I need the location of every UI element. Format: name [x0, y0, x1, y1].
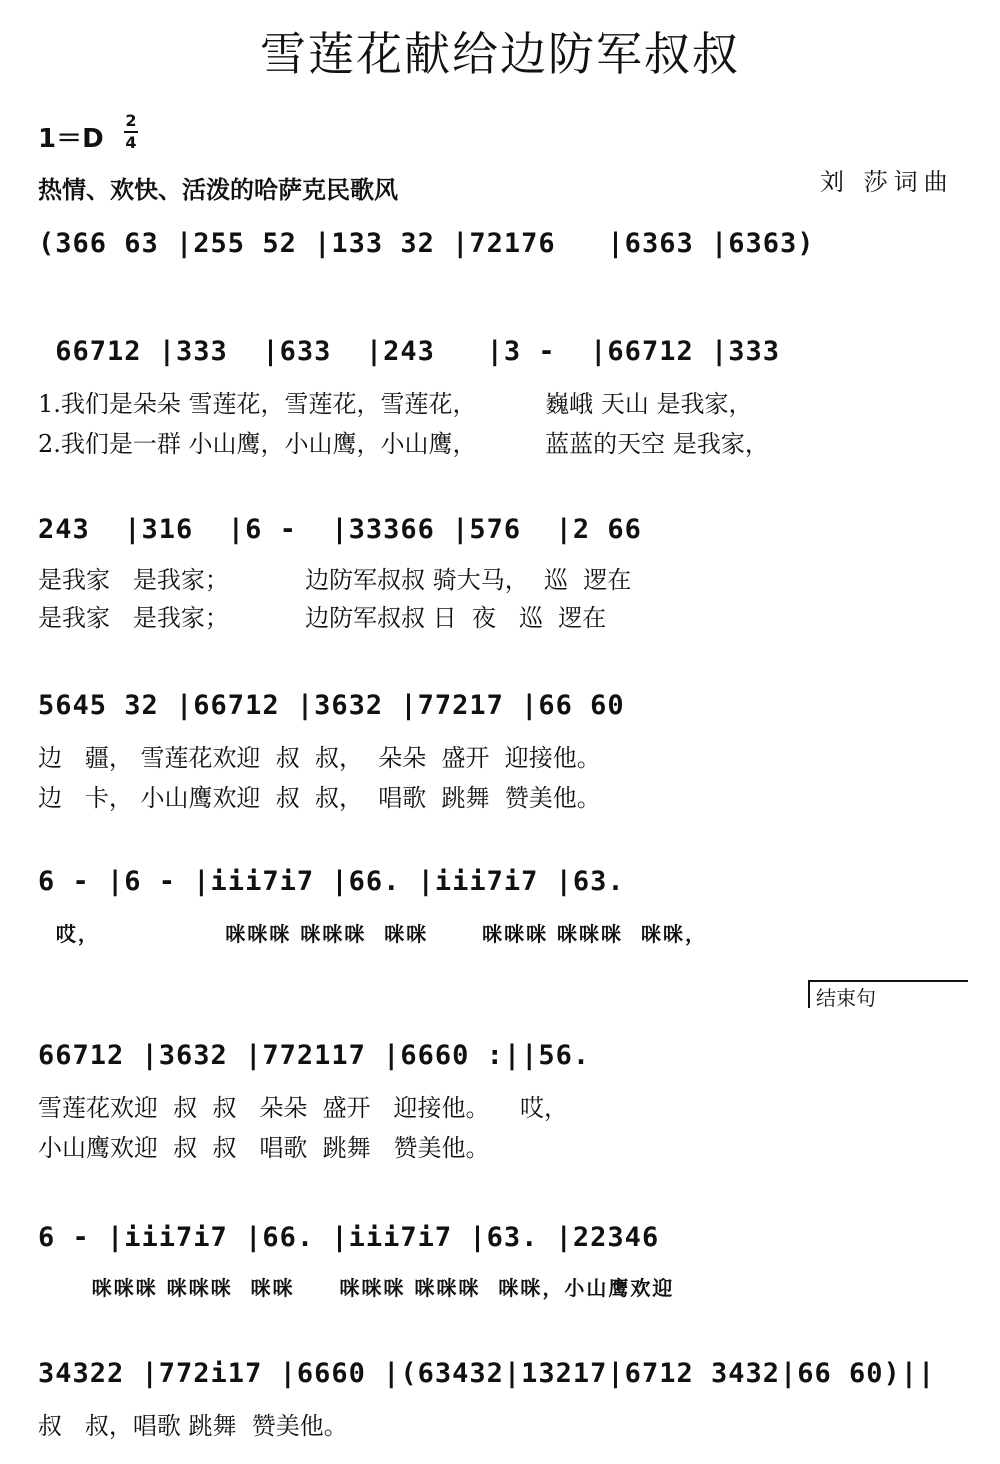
lyrics-row-7: 叔 叔，唱歌 跳舞 赞美他。 [38, 1412, 348, 1440]
notation-row-1: 66712 |333 |633 |243 |3 - |66712 |333 [38, 336, 780, 367]
lyrics-row-2-verse-1: 是我家 是我家； 边防军叔叔 骑大马， 巡 逻在 [38, 566, 632, 594]
notation-row-intro: (366 63 |255 52 |133 32 |72176 |6363 |6363) [38, 228, 815, 259]
meter-top: 2 [125, 111, 137, 130]
meter-bottom: 4 [125, 133, 137, 152]
notation-row-3: 5645 32 |66712 |3632 |77217 |66 60 [38, 690, 625, 721]
lyrics-row-5-verse-1: 雪莲花欢迎 叔 叔 朵朵 盛开 迎接他。 哎， [38, 1094, 569, 1122]
notation-row-5: 66712 |3632 |772117 |6660 :||56. [38, 1040, 591, 1071]
ending-phrase-marker: 结束句 [808, 980, 968, 1008]
notation-row-7: 34322 |772i17 |6660 |(63432|13217|6712 3432|66 60)|| [38, 1358, 936, 1389]
composer-credit: 刘 莎词曲 [820, 168, 954, 196]
song-title: 雪莲花献给边防军叔叔 [260, 27, 740, 81]
lyrics-row-5-verse-2: 小山鹰欢迎 叔 叔 唱歌 跳舞 赞美他。 [38, 1134, 490, 1162]
notation-row-4: 6 - |6 - |iii7i7 |66. |iii7i7 |63. [38, 866, 625, 897]
lyrics-row-2-verse-2: 是我家 是我家； 边防军叔叔 日 夜 巡 逻在 [38, 604, 607, 632]
notation-row-2: 243 |316 |6 - |33366 |576 |2 66 [38, 514, 642, 545]
lyrics-row-1-verse-2: 2.我们是一群 小山鹰，小山鹰，小山鹰， 蓝蓝的天空 是我家， [38, 430, 769, 458]
style-marking: 热情、欢快、活泼的哈萨克民歌风 [38, 176, 398, 204]
lyrics-row-1-verse-1: 1.我们是朵朵 雪莲花，雪莲花，雪莲花， 巍峨 天山 是我家， [38, 390, 753, 418]
key-signature: 1＝D [38, 124, 104, 154]
lyrics-row-3-verse-2: 边 卡， 小山鹰欢迎 叔 叔， 唱歌 跳舞 赞美他。 [38, 784, 601, 812]
lyrics-row-3-verse-1: 边 疆， 雪莲花欢迎 叔 叔， 朵朵 盛开 迎接他。 [38, 744, 601, 772]
time-signature [124, 112, 138, 152]
lyrics-row-4: 哎， 咪咪咪 咪咪咪 咪咪 咪咪咪 咪咪咪 咪咪， [38, 922, 707, 946]
lyrics-row-6: 咪咪咪 咪咪咪 咪咪 咪咪咪 咪咪咪 咪咪，小山鹰欢迎 [38, 1276, 675, 1300]
notation-row-6: 6 - |iii7i7 |66. |iii7i7 |63. |22346 [38, 1222, 660, 1253]
